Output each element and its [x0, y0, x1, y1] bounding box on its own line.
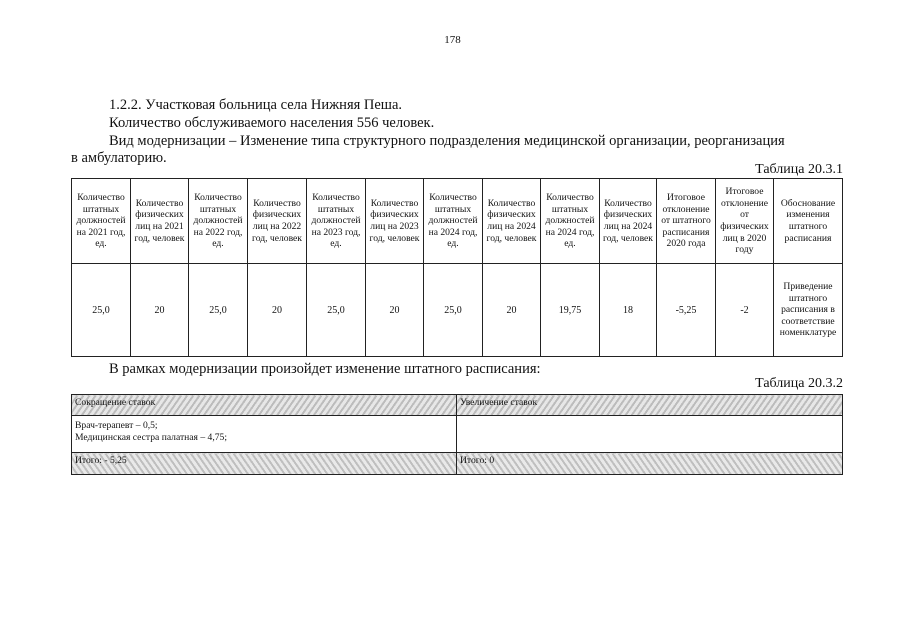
table-cell: 25,0 — [307, 264, 366, 357]
table-header-row — [72, 395, 843, 416]
reduction-total: Итого: - 5,25 — [72, 453, 457, 475]
reduction-list — [72, 416, 457, 453]
table1-caption: Таблица 20.3.1 — [755, 162, 843, 177]
table-cell: 20 — [131, 264, 189, 357]
table-cell: 18 — [600, 264, 657, 357]
header-cell: Количество штатных должностей на 2024 год, ед. — [541, 179, 600, 264]
table-cell: 19,75 — [541, 264, 600, 357]
header-cell: Количество физических лиц на 2024 год, человек — [483, 179, 541, 264]
list-item: Врач-терапевт – 0,5; — [75, 420, 158, 431]
justification-cell: Приведение штатного расписания в соответствие номенклатуре — [774, 264, 843, 357]
table-cell: 25,0 — [72, 264, 131, 357]
reduction-header: Сокращение ставок — [72, 395, 457, 416]
increase-total: Итого: 0 — [457, 453, 843, 475]
table2-caption: Таблица 20.3.2 — [755, 376, 843, 391]
header-cell: Итоговое отклонение от штатного расписания 2020 года — [657, 179, 716, 264]
staffing-table — [71, 178, 843, 357]
list-item: Медицинская сестра палатная – 4,75; — [75, 432, 228, 443]
table-cell: 25,0 — [189, 264, 248, 357]
modernization-line-continued: в амбулаторию. — [71, 150, 167, 166]
header-cell: Количество физических лиц на 2022 год, человек — [248, 179, 307, 264]
header-cell: Количество штатных должностей на 2023 год, ед. — [307, 179, 366, 264]
population-line: Количество обслуживаемого населения 556 человек. — [109, 115, 435, 131]
table-row — [72, 264, 843, 357]
header-cell: Количество физических лиц на 2023 год, человек — [366, 179, 424, 264]
totals-row — [72, 453, 843, 475]
header-cell: Количество физических лиц на 2024 год, человек — [600, 179, 657, 264]
table-header-row — [72, 179, 843, 264]
increase-list — [457, 416, 843, 453]
table-cell: 20 — [248, 264, 307, 357]
header-cell: Итоговое отклонение от физических лиц в 2020 году — [716, 179, 774, 264]
table-cell: 20 — [483, 264, 541, 357]
rate-changes-table — [71, 394, 843, 475]
section-title: 1.2.2. Участковая больница села Нижняя Пеша. — [109, 97, 403, 113]
table-row — [72, 416, 843, 453]
table-cell: -2 — [716, 264, 774, 357]
table-cell: -5,25 — [657, 264, 716, 357]
header-cell: Количество штатных должностей на 2024 год, ед. — [424, 179, 483, 264]
table-cell: 25,0 — [424, 264, 483, 357]
table-cell: 20 — [366, 264, 424, 357]
header-cell: Обоснование изменения штатного расписания — [774, 179, 843, 264]
increase-header: Увеличение ставок — [457, 395, 843, 416]
modernization-line: Вид модернизации – Изменение типа структурного подразделения медицинской организации, реорганизация — [109, 133, 785, 149]
header-cell: Количество физических лиц на 2021 год, человек — [131, 179, 189, 264]
middle-text: В рамках модернизации произойдет изменение штатного расписания: — [109, 361, 541, 377]
page-number: 178 — [444, 34, 461, 46]
header-cell: Количество штатных должностей на 2022 год, ед. — [189, 179, 248, 264]
header-cell: Количество штатных должностей на 2021 год, ед. — [72, 179, 131, 264]
